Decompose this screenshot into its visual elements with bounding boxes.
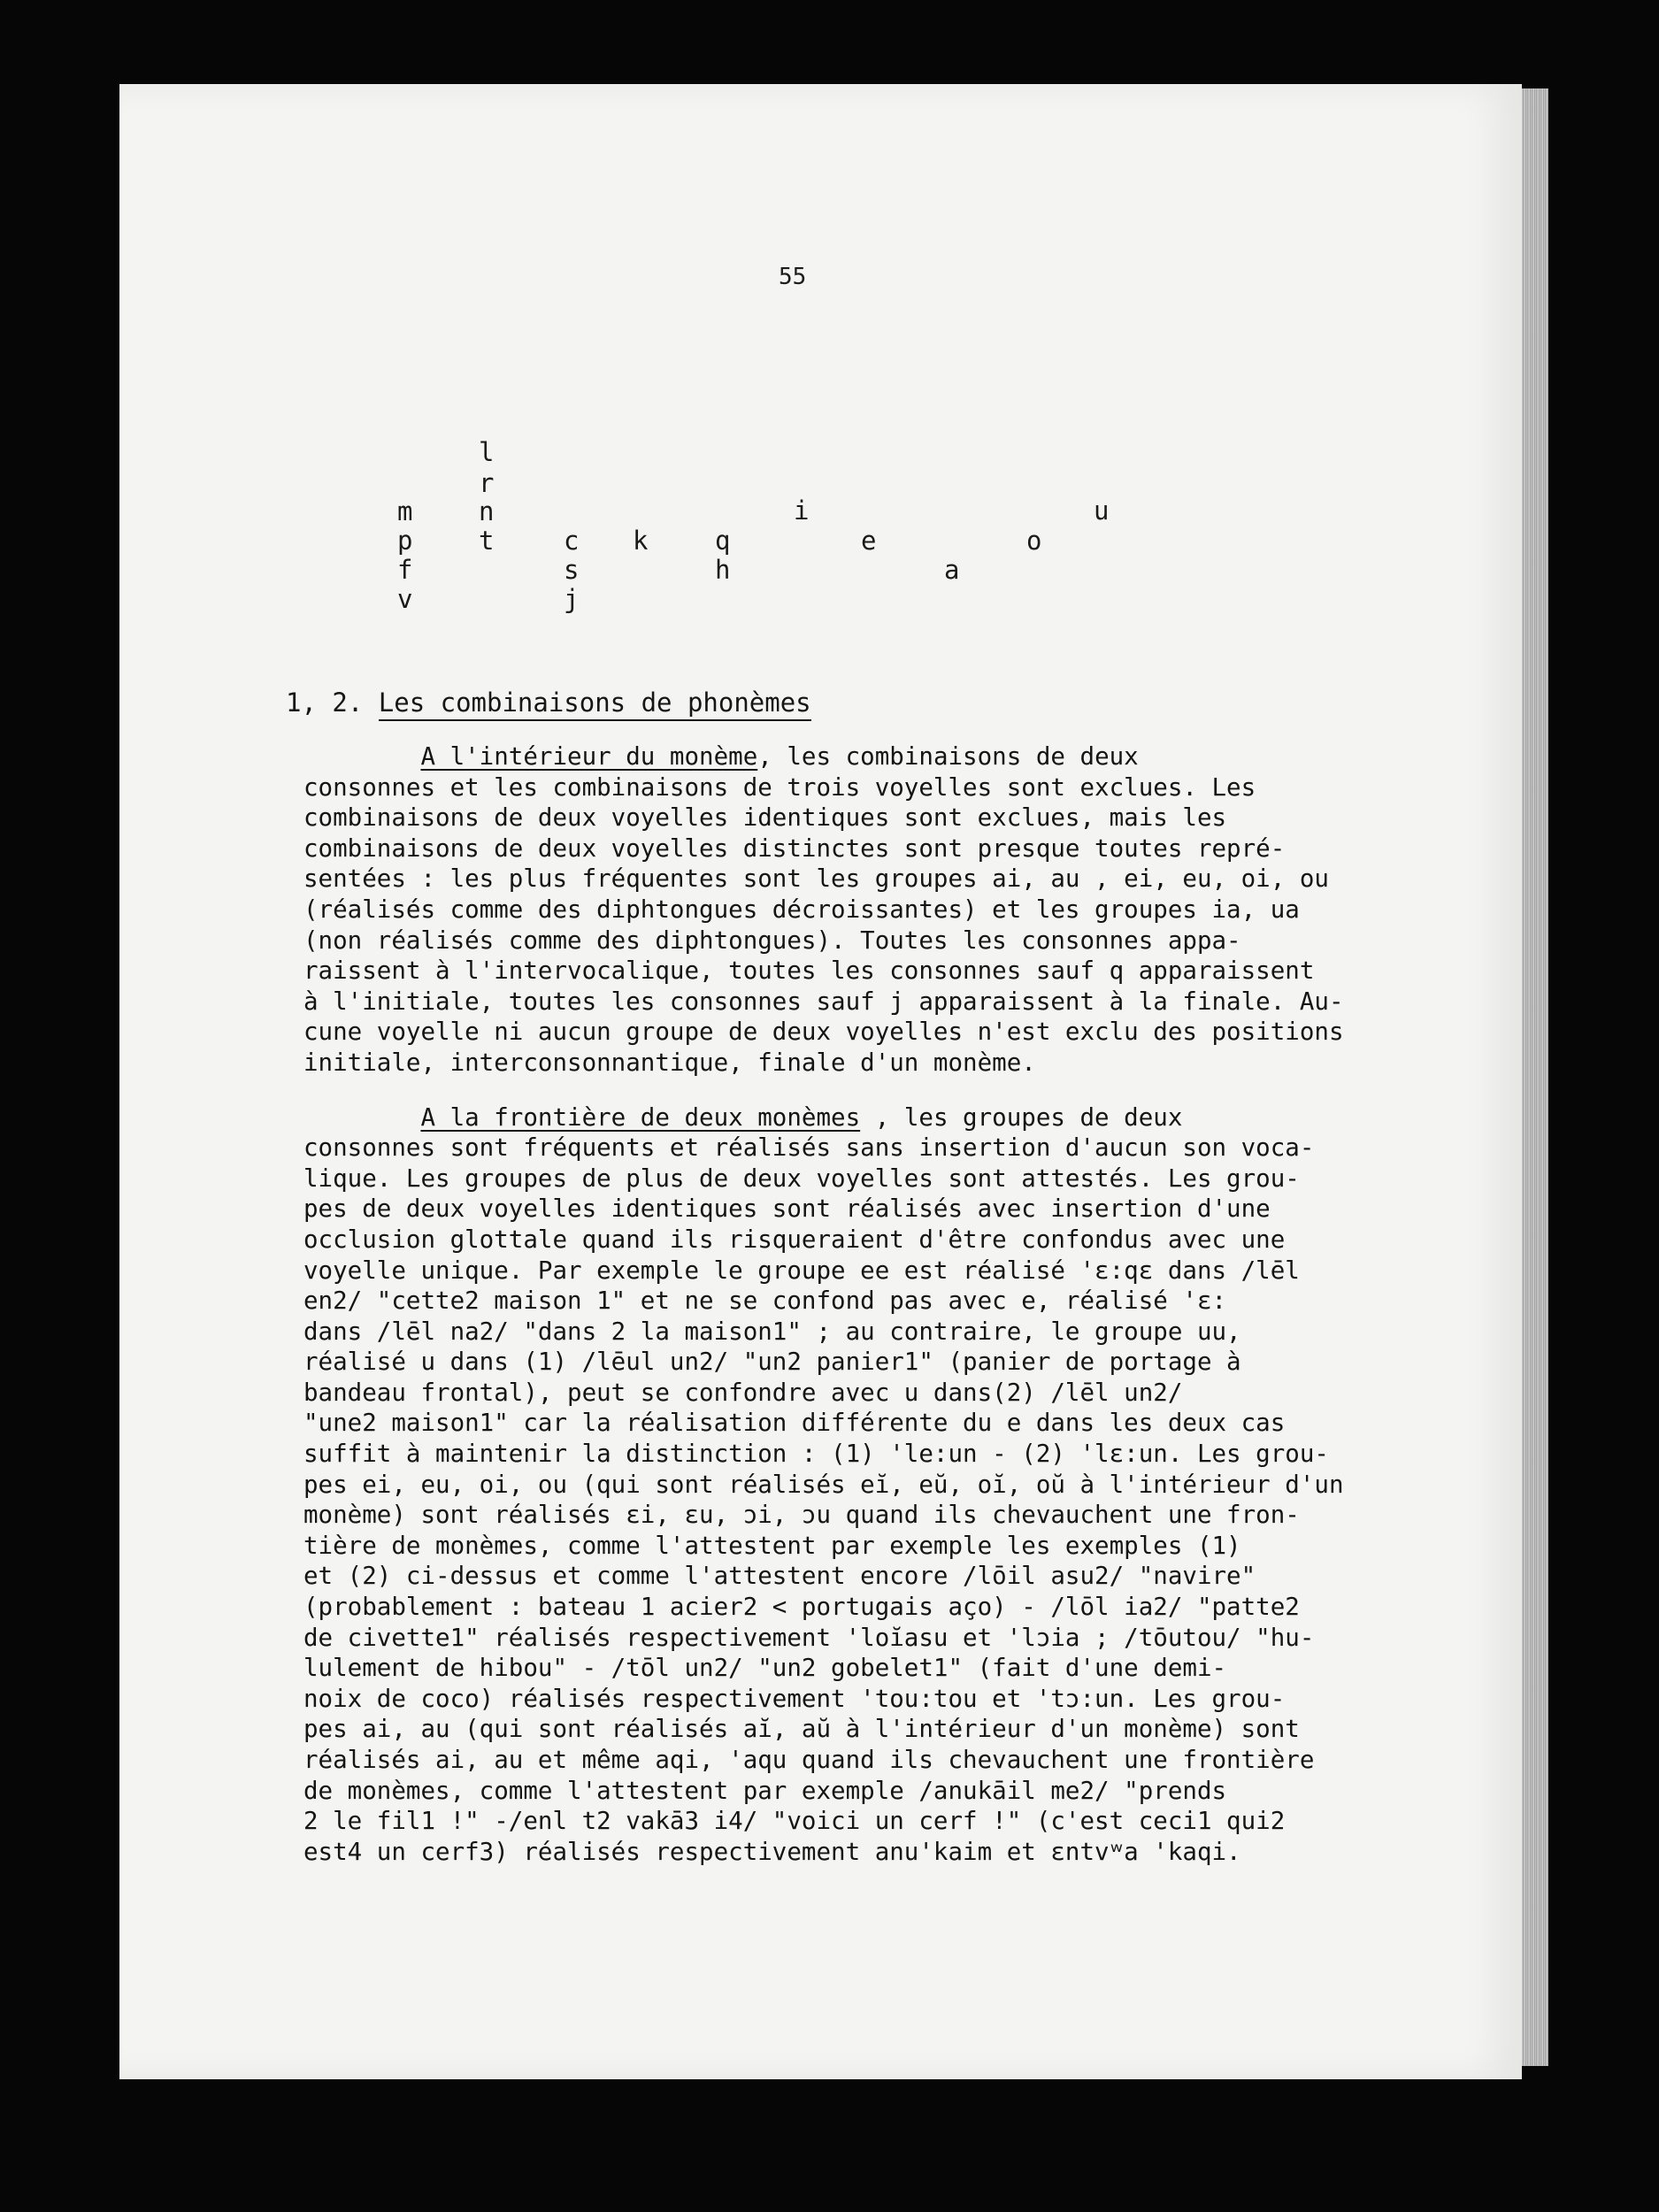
text-line: pes ai, au (qui sont réalisés aĭ, aŭ à l'intérieur d'un monème) sont (303, 1715, 1300, 1744)
text-line: noix de coco) réalisés respectivement 'tou:tou et 'tɔ:un. Les grou- (303, 1684, 1286, 1713)
phoneme: u (1094, 495, 1110, 526)
paragraph-lead: A l'intérieur du monème (420, 742, 758, 771)
text-line: suffit à maintenir la distinction : (1) 'le:un - (2) 'lɛ:un. Les grou- (303, 1440, 1329, 1469)
text-line: est4 un cerf3) réalisés respectivement anu'kaim et ɛntvʷa 'kaqi. (303, 1837, 1241, 1866)
phoneme: c (564, 526, 580, 556)
text-line: en2/ "cette2 maison 1" et ne se confond pas avec e, réalisé 'ɛ: (303, 1286, 1227, 1316)
phoneme: p (397, 526, 413, 556)
text-line: combinaisons de deux voyelles identiques sont exclues, mais les (303, 803, 1227, 833)
phoneme: e (861, 526, 877, 556)
text-line: raissent à l'intervocalique, toutes les consonnes sauf q apparaissent (303, 956, 1315, 986)
phoneme: v (397, 584, 413, 614)
text-line: occlusion glottale quand ils risqueraient d'être confondus avec une (303, 1225, 1286, 1254)
phoneme: n (479, 496, 495, 526)
phoneme: s (564, 555, 580, 585)
phoneme: a (944, 555, 960, 585)
text-line: (réalisés comme des diphtongues décroissantes) et les groupes ia, ua (303, 895, 1300, 924)
phoneme: l (479, 437, 495, 467)
text-line: combinaisons de deux voyelles distinctes sont presque toutes repré- (303, 833, 1286, 863)
text-line: voyelle unique. Par exemple le groupe ee est réalisé 'ɛ:qɛ dans /lēl (303, 1256, 1300, 1285)
text-line: dans /lēl na2/ "dans 2 la maison1" ; au contraire, le groupe uu, (303, 1317, 1241, 1346)
text-line: (non réalisés comme des diphtongues). Toutes les consonnes appa- (303, 926, 1241, 955)
paragraph-lead: A la frontière de deux monèmes (420, 1102, 861, 1132)
text-line: lique. Les groupes de plus de deux voyelles sont attestés. Les grou- (303, 1164, 1300, 1193)
phoneme: h (715, 555, 731, 585)
text-line: réalisés ai, au et même aqi, 'aqu quand ils chevauchent une frontière (303, 1746, 1315, 1774)
phoneme: t (479, 526, 495, 556)
text-line: sentées : les plus fréquentes sont les groupes ai, au , ei, eu, oi, ou (303, 864, 1329, 894)
text-line: lulement de hibou" - /tōl un2/ "un2 gobelet1" (fait d'une demi- (303, 1654, 1227, 1683)
text-line: A l'intérieur du monème, les combinaisons de deux (420, 742, 1139, 771)
section-title: Les combinaisons de phonèmes (379, 687, 811, 721)
text-line: pes de deux voyelles identiques sont réalisés avec insertion d'une (303, 1194, 1271, 1224)
phoneme: o (1026, 526, 1042, 556)
phoneme: m (397, 496, 413, 526)
section-heading (286, 687, 811, 718)
phoneme: i (794, 495, 810, 526)
phoneme: f (397, 555, 413, 585)
text-line: pes ei, eu, oi, ou (qui sont réalisés eĭ, eŭ, oĭ, oŭ à l'intérieur d'un (303, 1470, 1344, 1499)
text-line: de civette1" réalisés respectivement 'loĭasu et 'lɔia ; /tōutou/ "hu- (303, 1623, 1315, 1652)
paragraph-1 (303, 741, 1356, 1079)
text-line: (probablement : bateau 1 acier2 < portugais aço) - /lōl ia2/ "patte2 (303, 1593, 1300, 1622)
text-line: à l'initiale, toutes les consonnes sauf j apparaissent à la finale. Au- (303, 987, 1344, 1016)
text-line: A la frontière de deux monèmes , les groupes de deux (420, 1102, 1183, 1132)
body-text (303, 741, 1356, 1891)
section-number: 1, 2. (286, 687, 364, 718)
text-line: monème) sont réalisés ɛi, ɛu, ɔi, ɔu quand ils chevauchent une fron- (303, 1501, 1300, 1530)
text-line: réalisé u dans (1) /lēul un2/ "un2 panier1" (panier de portage à (303, 1348, 1241, 1377)
phoneme: q (715, 526, 731, 556)
text-line: cune voyelle ni aucun groupe de deux voyelles n'est exclu des positions (303, 1018, 1344, 1047)
text-line: "une2 maison1" car la réalisation différente du e dans les deux cas (303, 1409, 1286, 1438)
page-number: 55 (779, 264, 807, 290)
text-line: initiale, interconsonnantique, finale d'un monème. (303, 1048, 1036, 1077)
paragraph-2 (303, 1102, 1356, 1868)
text-line: consonnes sont fréquents et réalisés sans insertion d'aucun son voca- (303, 1133, 1315, 1163)
phoneme: k (633, 526, 649, 556)
phoneme: j (564, 584, 580, 614)
text-line: bandeau frontal), peut se confondre avec u dans(2) /lēl un2/ (303, 1378, 1183, 1407)
text-line: 2 le fil1 !" -/enl t2 vakā3 i4/ "voici un cerf !" (c'est ceci1 qui2 (303, 1807, 1286, 1836)
text-line: de monèmes, comme l'attestent par exemple /anukāil me2/ "prends (303, 1776, 1227, 1805)
phoneme: r (479, 468, 495, 498)
text-line: consonnes et les combinaisons de trois voyelles sont exclues. Les (303, 772, 1256, 802)
text-line: tière de monèmes, comme l'attestent par exemple les exemples (1) (303, 1531, 1241, 1560)
text-line: et (2) ci-dessus et comme l'attestent encore /lōil asu2/ "navire" (303, 1562, 1256, 1591)
